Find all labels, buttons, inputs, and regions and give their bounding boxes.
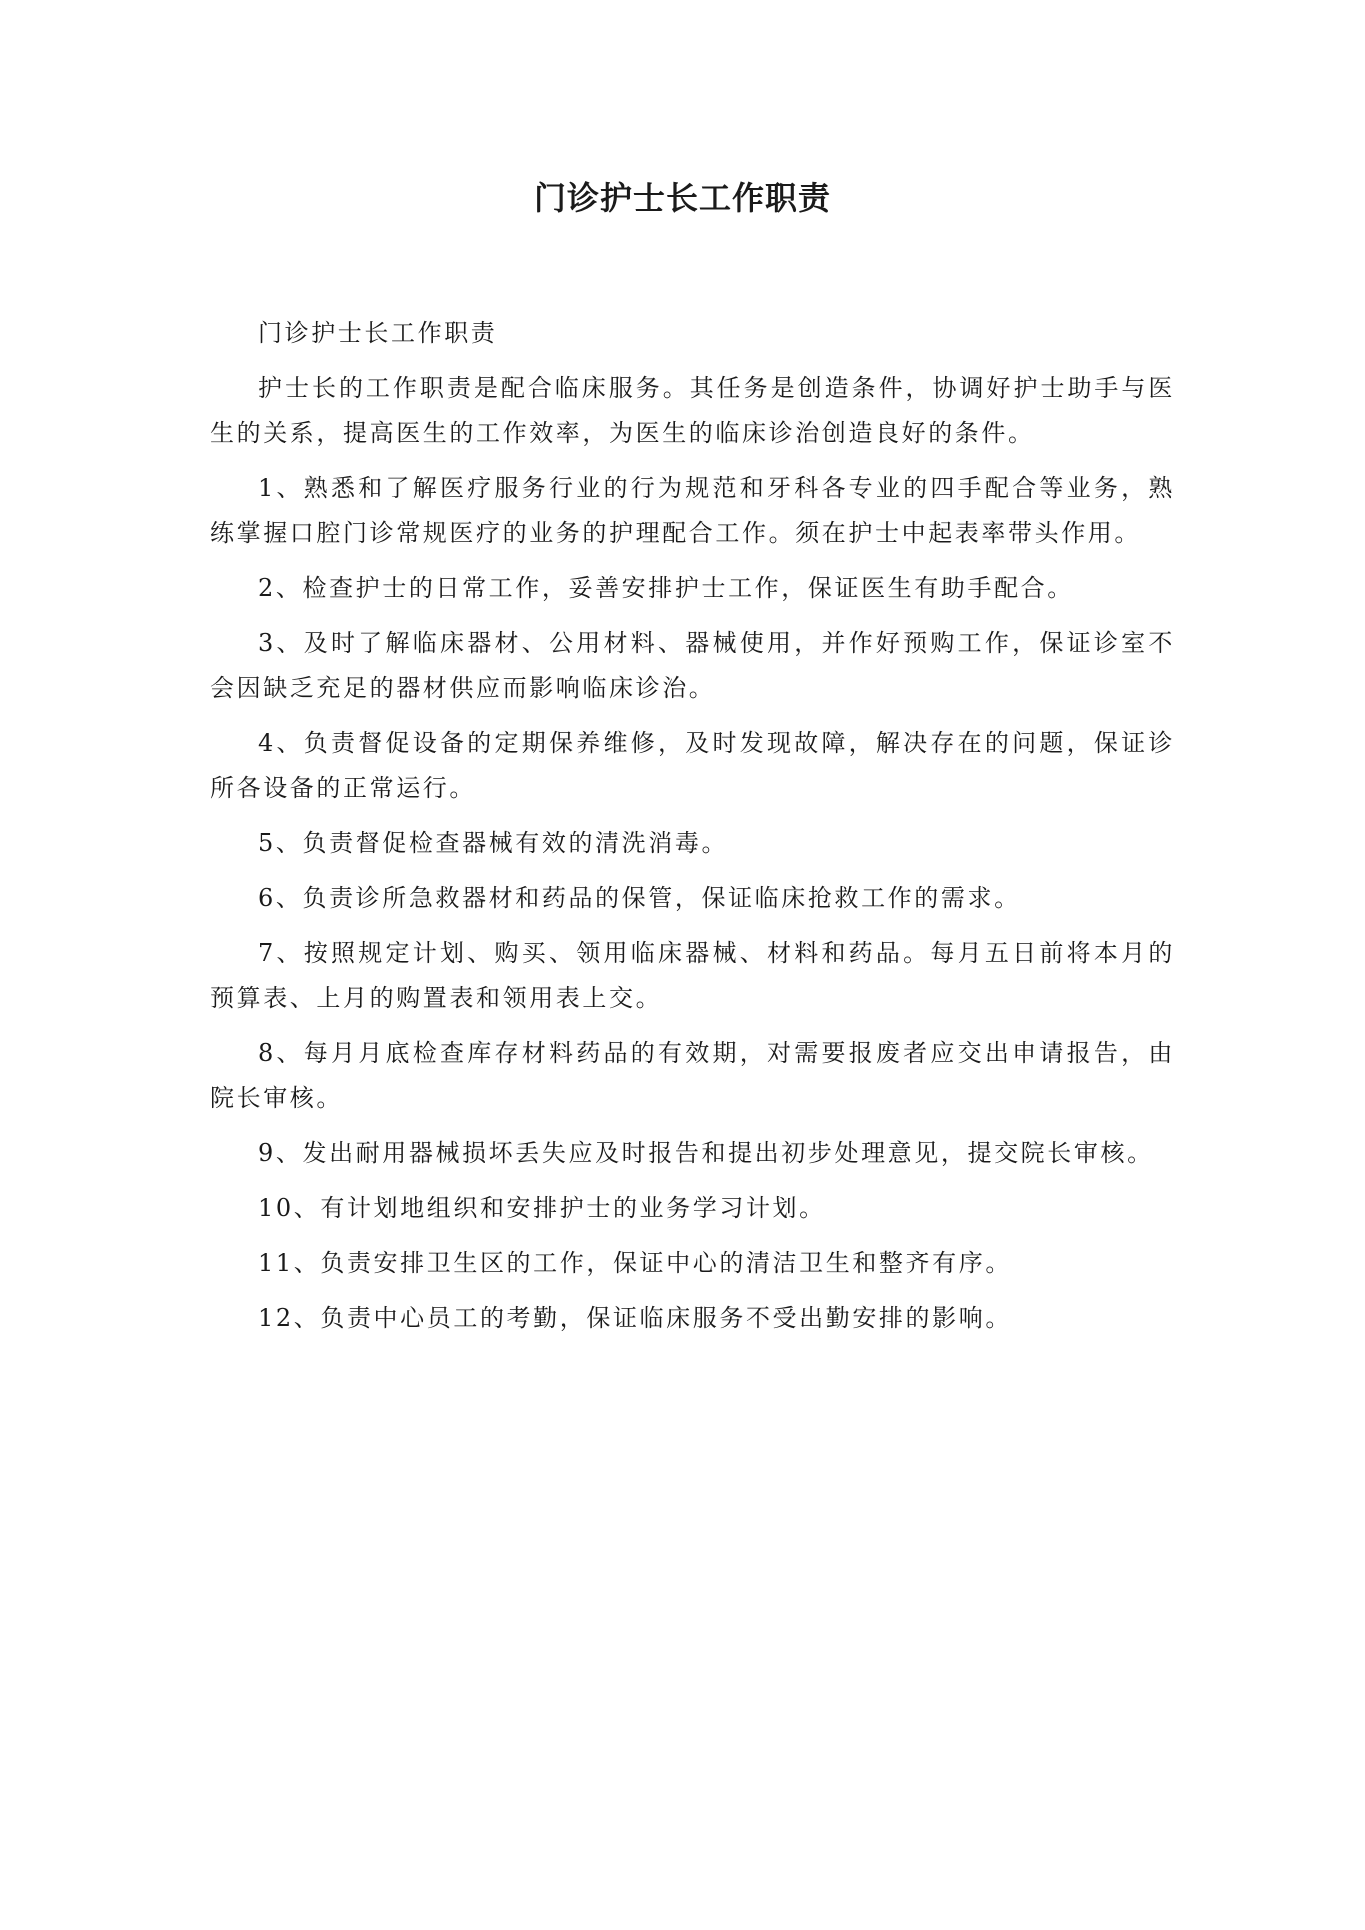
duty-item-6: 6、负责诊所急救器材和药品的保管，保证临床抢救工作的需求。 bbox=[258, 884, 1021, 912]
duty-item-9: 9、发出耐用器械损坏丢失应及时报告和提出初步处理意见，提交院长审核。 bbox=[258, 1139, 1154, 1167]
duty-item-2: 2、检查护士的日常工作，妥善安排护士工作，保证医生有助手配合。 bbox=[258, 574, 1074, 602]
duty-item-12: 12、负责中心员工的考勤，保证临床服务不受出勤安排的影响。 bbox=[258, 1304, 1012, 1332]
duty-item-11: 11、负责安排卫生区的工作，保证中心的清洁卫生和整齐有序。 bbox=[258, 1249, 1012, 1277]
duty-item-3: 3、及时了解临床器材、公用材料、器械使用，并作好预购工作，保证诊室不会因缺乏充足的器材供应而影响临床诊治。 bbox=[210, 629, 1175, 702]
duty-item-8: 8、每月月底检查库存材料药品的有效期，对需要报废者应交出申请报告，由院长审核。 bbox=[210, 1039, 1175, 1112]
duty-item-5: 5、负责督促检查器械有效的清洗消毒。 bbox=[258, 829, 729, 857]
duty-item-4: 4、负责督促设备的定期保养维修，及时发现故障，解决存在的问题，保证诊所各设备的正常运行。 bbox=[210, 729, 1175, 802]
duty-item-10: 10、有计划地组织和安排护士的业务学习计划。 bbox=[258, 1194, 826, 1222]
duty-item-7: 7、按照规定计划、购买、领用临床器械、材料和药品。每月五日前将本月的预算表、上月的购置表和领用表上交。 bbox=[210, 939, 1175, 1012]
duty-item-1: 1、熟悉和了解医疗服务行业的行为规范和牙科各专业的四手配合等业务，熟练掌握口腔门诊常规医疗的业务的护理配合工作。须在护士中起表率带头作用。 bbox=[210, 474, 1175, 547]
paragraph-heading: 门诊护士长工作职责 bbox=[258, 319, 498, 347]
document-body bbox=[210, 311, 1175, 1351]
paragraph-intro: 护士长的工作职责是配合临床服务。其任务是创造条件，协调好护士助手与医生的关系，提高医生的工作效率，为医生的临床诊治创造良好的条件。 bbox=[210, 374, 1175, 447]
document-title: 门诊护士长工作职责 bbox=[533, 179, 831, 217]
